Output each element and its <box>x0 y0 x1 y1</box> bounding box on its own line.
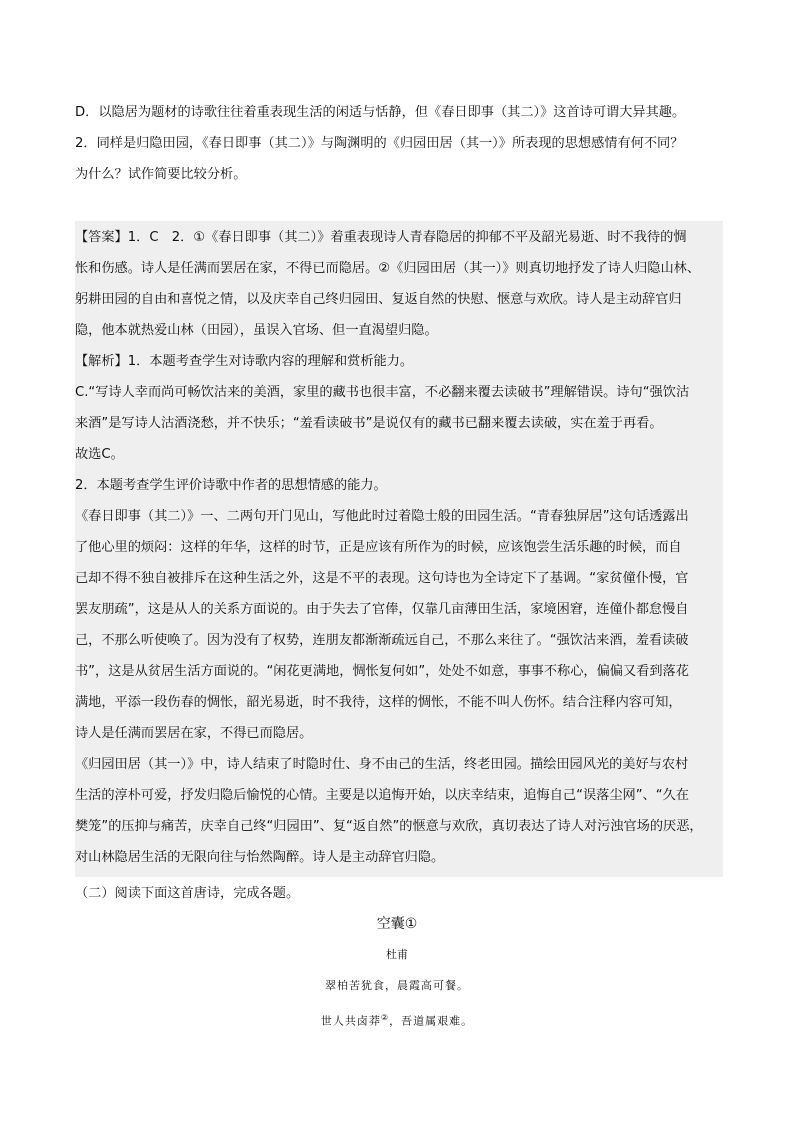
analysis-line: 【解析】1．本题考查学生对诗歌内容的理解和赏析能力。 <box>75 354 414 369</box>
analysis-line: 罢友朋疏”，这是从人的关系方面说的。由于失去了官俸，仅靠几亩薄田生活，家境困窘，连僮仆都怠慢自 <box>75 602 689 617</box>
analysis-line: 《春日即事（其二）》一、二两句开门见山，写他此时过着隐士般的田园生活。“青春独屏居”这句话透露出 <box>75 509 689 524</box>
poem-title: 空囊① <box>376 916 418 932</box>
poem-line-2 <box>0 1008 794 1032</box>
analysis-line: 2．本题考查学生评价诗歌中作者的思想情感的能力。 <box>75 478 387 493</box>
analysis-line: 生活的淳朴可爱，抒发归隐后愉悦的心情。主要是以追悔开始，以庆幸结束，追悔自己“误落尘网”、“久在 <box>75 788 689 803</box>
analysis-line: 诗人是任满而罢居在家，不得已而隐居。 <box>75 726 313 741</box>
question-2-line2: 为什么？试作简要比较分析。 <box>75 167 247 182</box>
analysis-line: 故选C。 <box>75 447 124 462</box>
poem-line-2-part-b: ，吾道属艰难。 <box>389 1014 474 1028</box>
section-two-heading: （二）阅读下面这首唐诗，完成各题。 <box>75 886 300 901</box>
analysis-line: 了他心里的烦闷：这样的年华，这样的时节，正是应该有所作为的时候，应该饱尝生活乐趣的时候，而自 <box>75 540 682 555</box>
analysis-line: 己却不得不独自被排斥在这种生活之外，这是不平的表现。这句诗也为全诗定下了基调。“家贫僮仆慢，官 <box>75 571 689 586</box>
analysis-line: 对山林隐居生活的无限向往与怡然陶醉。诗人是主动辞官归隐。 <box>75 850 445 865</box>
poem-line-1: 翠柏苦犹食，晨霞高可餐。 <box>325 979 469 992</box>
analysis-line: 满地，平添一段伤春的惆怅，韶光易逝，时不我待，这样的惆怅，不能不叫人伤怀。结合注释内容可知， <box>75 695 682 710</box>
analysis-line: 《归园田居（其一）》中，诗人结束了时隐时仕、身不由己的生活，终老田园。描绘田园风光的美好与农村 <box>75 757 689 772</box>
answer-line: 【答案】1．C 2．①《春日即事（其二）》着重表现诗人青春隐居的抑郁不平及韶光易逝、时不我待的惆 <box>75 230 687 245</box>
analysis-line: 樊笼”的压抑与痛苦，庆幸自己终“归园田”、复“返自然”的惬意与欢欣，真切表达了诗人对污浊官场的厌恶， <box>75 819 703 834</box>
answer-line: 隐，他本就热爱山林（田园），虽误入官场、但一直渴望归隐。 <box>75 323 438 338</box>
analysis-line: 己，不那么听使唤了。因为没有了权势，连朋友都渐渐疏远自己，不那么来往了。“强饮沽来酒，羞看读破 <box>75 633 689 648</box>
poem-author: 杜甫 <box>386 948 408 961</box>
question-2-line1: 2．同样是归隐田园，《春日即事（其二）》与陶渊明的《归园田居（其一）》所表现的思想感情有何不同？ <box>75 136 684 151</box>
question-d-option: D．以隐居为题材的诗歌往往着重表现生活的闲适与恬静，但《春日即事（其二）》这首诗可谓大异其趣。 <box>75 105 686 120</box>
answer-line: 怅和伤感。诗人是任满而罢居在家，不得已而隐居。②《归园田居（其一）》则真切地抒发了诗人归隐山林、 <box>75 261 701 276</box>
answer-line: 躬耕田园的自由和喜悦之情，以及庆幸自己终归园田、复返自然的快慰、惬意与欢欣。诗人是主动辞官归 <box>75 292 682 307</box>
footnote-marker: ② <box>380 1013 390 1022</box>
analysis-line: 书”，这是从贫居生活方面说的。“闲花更满地，惆怅复何如”，处处不如意，事事不称心，偏偏又看到落花 <box>75 664 689 679</box>
analysis-line: 来酒”是写诗人沽酒浇愁，并不快乐；“羞看读破书”是说仅有的藏书已翻来覆去读破，实在羞于再看。 <box>75 416 663 431</box>
analysis-line: C.“写诗人幸而尚可畅饮沽来的美酒，家里的藏书也很丰富，不必翻来覆去读破书”理解错误。诗句“强饮沽 <box>75 385 690 400</box>
poem-line-2-part-a: 世人共卤莽 <box>320 1014 381 1028</box>
